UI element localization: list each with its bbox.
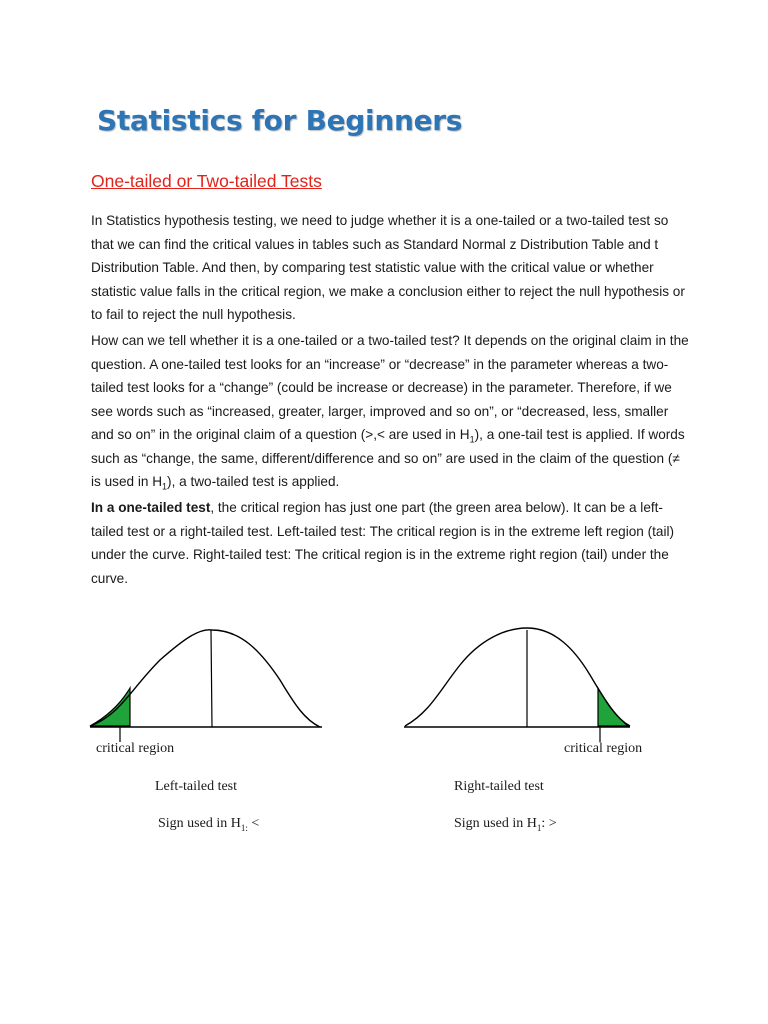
left-critical-area <box>90 688 130 726</box>
para2-part3: ), a two-tailed test is applied. <box>167 474 340 489</box>
right-sign-prefix: Sign used in H <box>454 816 537 831</box>
right-critical-label: critical region <box>564 741 643 756</box>
section-heading: One-tailed or Two-tailed Tests <box>91 171 322 191</box>
right-sign-label <box>454 816 557 833</box>
left-tailed-diagram <box>90 630 322 742</box>
right-critical-area <box>598 688 628 726</box>
para2-sub2: 1 <box>162 481 168 492</box>
left-sign-label <box>158 816 259 833</box>
one-tailed-text: , the critical region has just one part (the green area below). It can be a left-tailed test or a right-tailed test. Left-tailed test: The critical region is in the extreme left region (tail) under the curve. Right-tailed test: The critical region is in the extreme right region (tail) under the curve. <box>91 500 675 586</box>
para2-part1: How can we tell whether it is a one-tailed or a two-tailed test? It depends on the original claim in the question. A one-tailed test looks for an “increase” or “decrease” in the parameter whereas a two-tailed test looks for a “change” (could be increase or decrease) in the parameter. Therefore, if we see words such as “increased, greater, larger, improved and so on”, or “decreased, less, smaller and so on” in the original claim of a question (>,< are used in H <box>91 333 689 442</box>
right-test-label: Right-tailed test <box>454 779 544 794</box>
left-sign-symbol: < <box>247 816 260 831</box>
left-center-line <box>211 630 212 727</box>
right-bell-curve <box>405 628 630 726</box>
page-title: Statistics for Beginners <box>97 104 463 137</box>
one-tailed-bold-lead: In a one-tailed test <box>91 500 211 515</box>
left-critical-label: critical region <box>96 741 175 756</box>
para2-part2: ), a one-tail test is applied. If words such as “change, the same, different/difference and so on” are used in the claim of the question (≠ is used in H <box>91 427 685 489</box>
para2-sub1: 1 <box>469 434 475 445</box>
right-sign-sub: 1 <box>536 822 542 833</box>
right-tailed-diagram <box>404 628 630 742</box>
left-sign-prefix: Sign used in H <box>158 816 241 831</box>
right-sign-symbol: : > <box>541 816 557 831</box>
left-sign-sub: 1: <box>240 822 248 833</box>
intro-paragraph-text: In Statistics hypothesis testing, we need to judge whether it is a one-tailed or a two-tailed test so that we can find the critical values in tables such as Standard Normal z Distribution Table and t Distribution Table. And then, by comparing test statistic value with the critical value or whether statistic value falls in the critical region, we make a conclusion either to reject the null hypothesis or to fail to reject the null hypothesis. <box>91 213 685 322</box>
left-test-label: Left-tailed test <box>155 779 238 794</box>
